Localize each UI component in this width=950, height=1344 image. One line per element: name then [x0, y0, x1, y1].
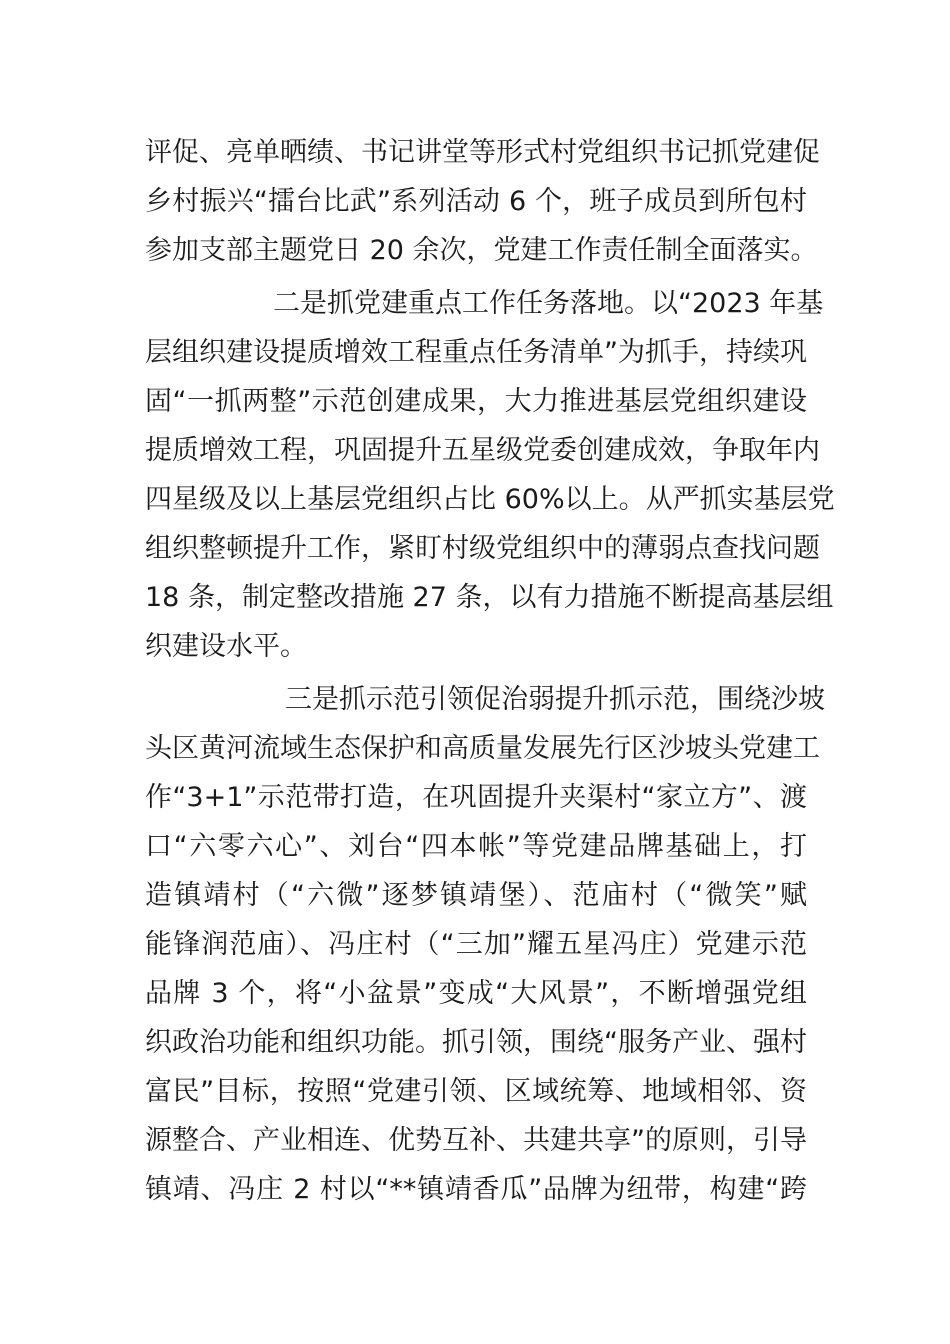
text-line: 评促、亮单晒绩、书记讲堂等形式村党组织书记抓党建促 [145, 137, 820, 168]
text-line: 层组织建设提质增效工程重点任务清单”为抓手，持续巩 [145, 337, 807, 368]
text-line: 品牌 3 个，将“小盆景”变成“大风景”，不断增强党组 [145, 978, 807, 1009]
text-line: 组织整顿提升工作，紧盯村级党组织中的薄弱点查找问题 [145, 533, 820, 564]
text-line: 织政治功能和组织功能。抓引领，围绕“服务产业、强村 [145, 1027, 807, 1058]
text-line: 镇靖、冯庄 2 村以“**镇靖香瓜”品牌为纽带，构建“跨 [145, 1174, 807, 1205]
text-line: 二是抓党建重点工作任务落地。以“2023 年基 [273, 288, 824, 319]
text-line: 造镇靖村（“六微”逐梦镇靖堡）、范庙村（“微笑”赋 [145, 880, 807, 911]
paragraph-2 [145, 279, 835, 671]
text-line: 18 条，制定整改措施 27 条，以有力措施不断提高基层组 [145, 582, 834, 613]
text-line: 富民”目标，按照“党建引领、区域统筹、地域相邻、资 [145, 1076, 807, 1107]
text-line: 三是抓示范引领促治弱提升抓示范，围绕沙坡 [285, 684, 825, 715]
paragraph-3 [145, 675, 825, 1214]
text-line: 参加支部主题党日 20 余次，党建工作责任制全面落实。 [145, 235, 818, 266]
paragraph-1 [145, 128, 820, 275]
text-line: 四星级及以上基层党组织占比 60%以上。从严抓实基层党 [145, 484, 835, 515]
text-line: 能锋润范庙）、冯庄村（“三加”耀五星冯庄）党建示范 [145, 929, 807, 960]
text-line: 织建设水平。 [145, 631, 307, 662]
text-line: 作“3+1”示范带打造，在巩固提升夹渠村“家立方”、渡 [145, 782, 807, 813]
text-line: 提质增效工程，巩固提升五星级党委创建成效，争取年内 [145, 435, 820, 466]
text-line: 固“一抓两整”示范创建成果，大力推进基层党组织建设 [145, 386, 807, 417]
text-line: 乡村振兴“擂台比武”系列活动 6 个，班子成员到所包村 [145, 186, 807, 217]
text-line: 源整合、产业相连、优势互补、共建共享”的原则，引导 [145, 1125, 807, 1156]
text-line: 头区黄河流域生态保护和高质量发展先行区沙坡头党建工 [145, 733, 820, 764]
document-body [145, 128, 835, 1214]
text-line: 口“六零六心”、刘台“四本帐”等党建品牌基础上，打 [145, 831, 807, 862]
